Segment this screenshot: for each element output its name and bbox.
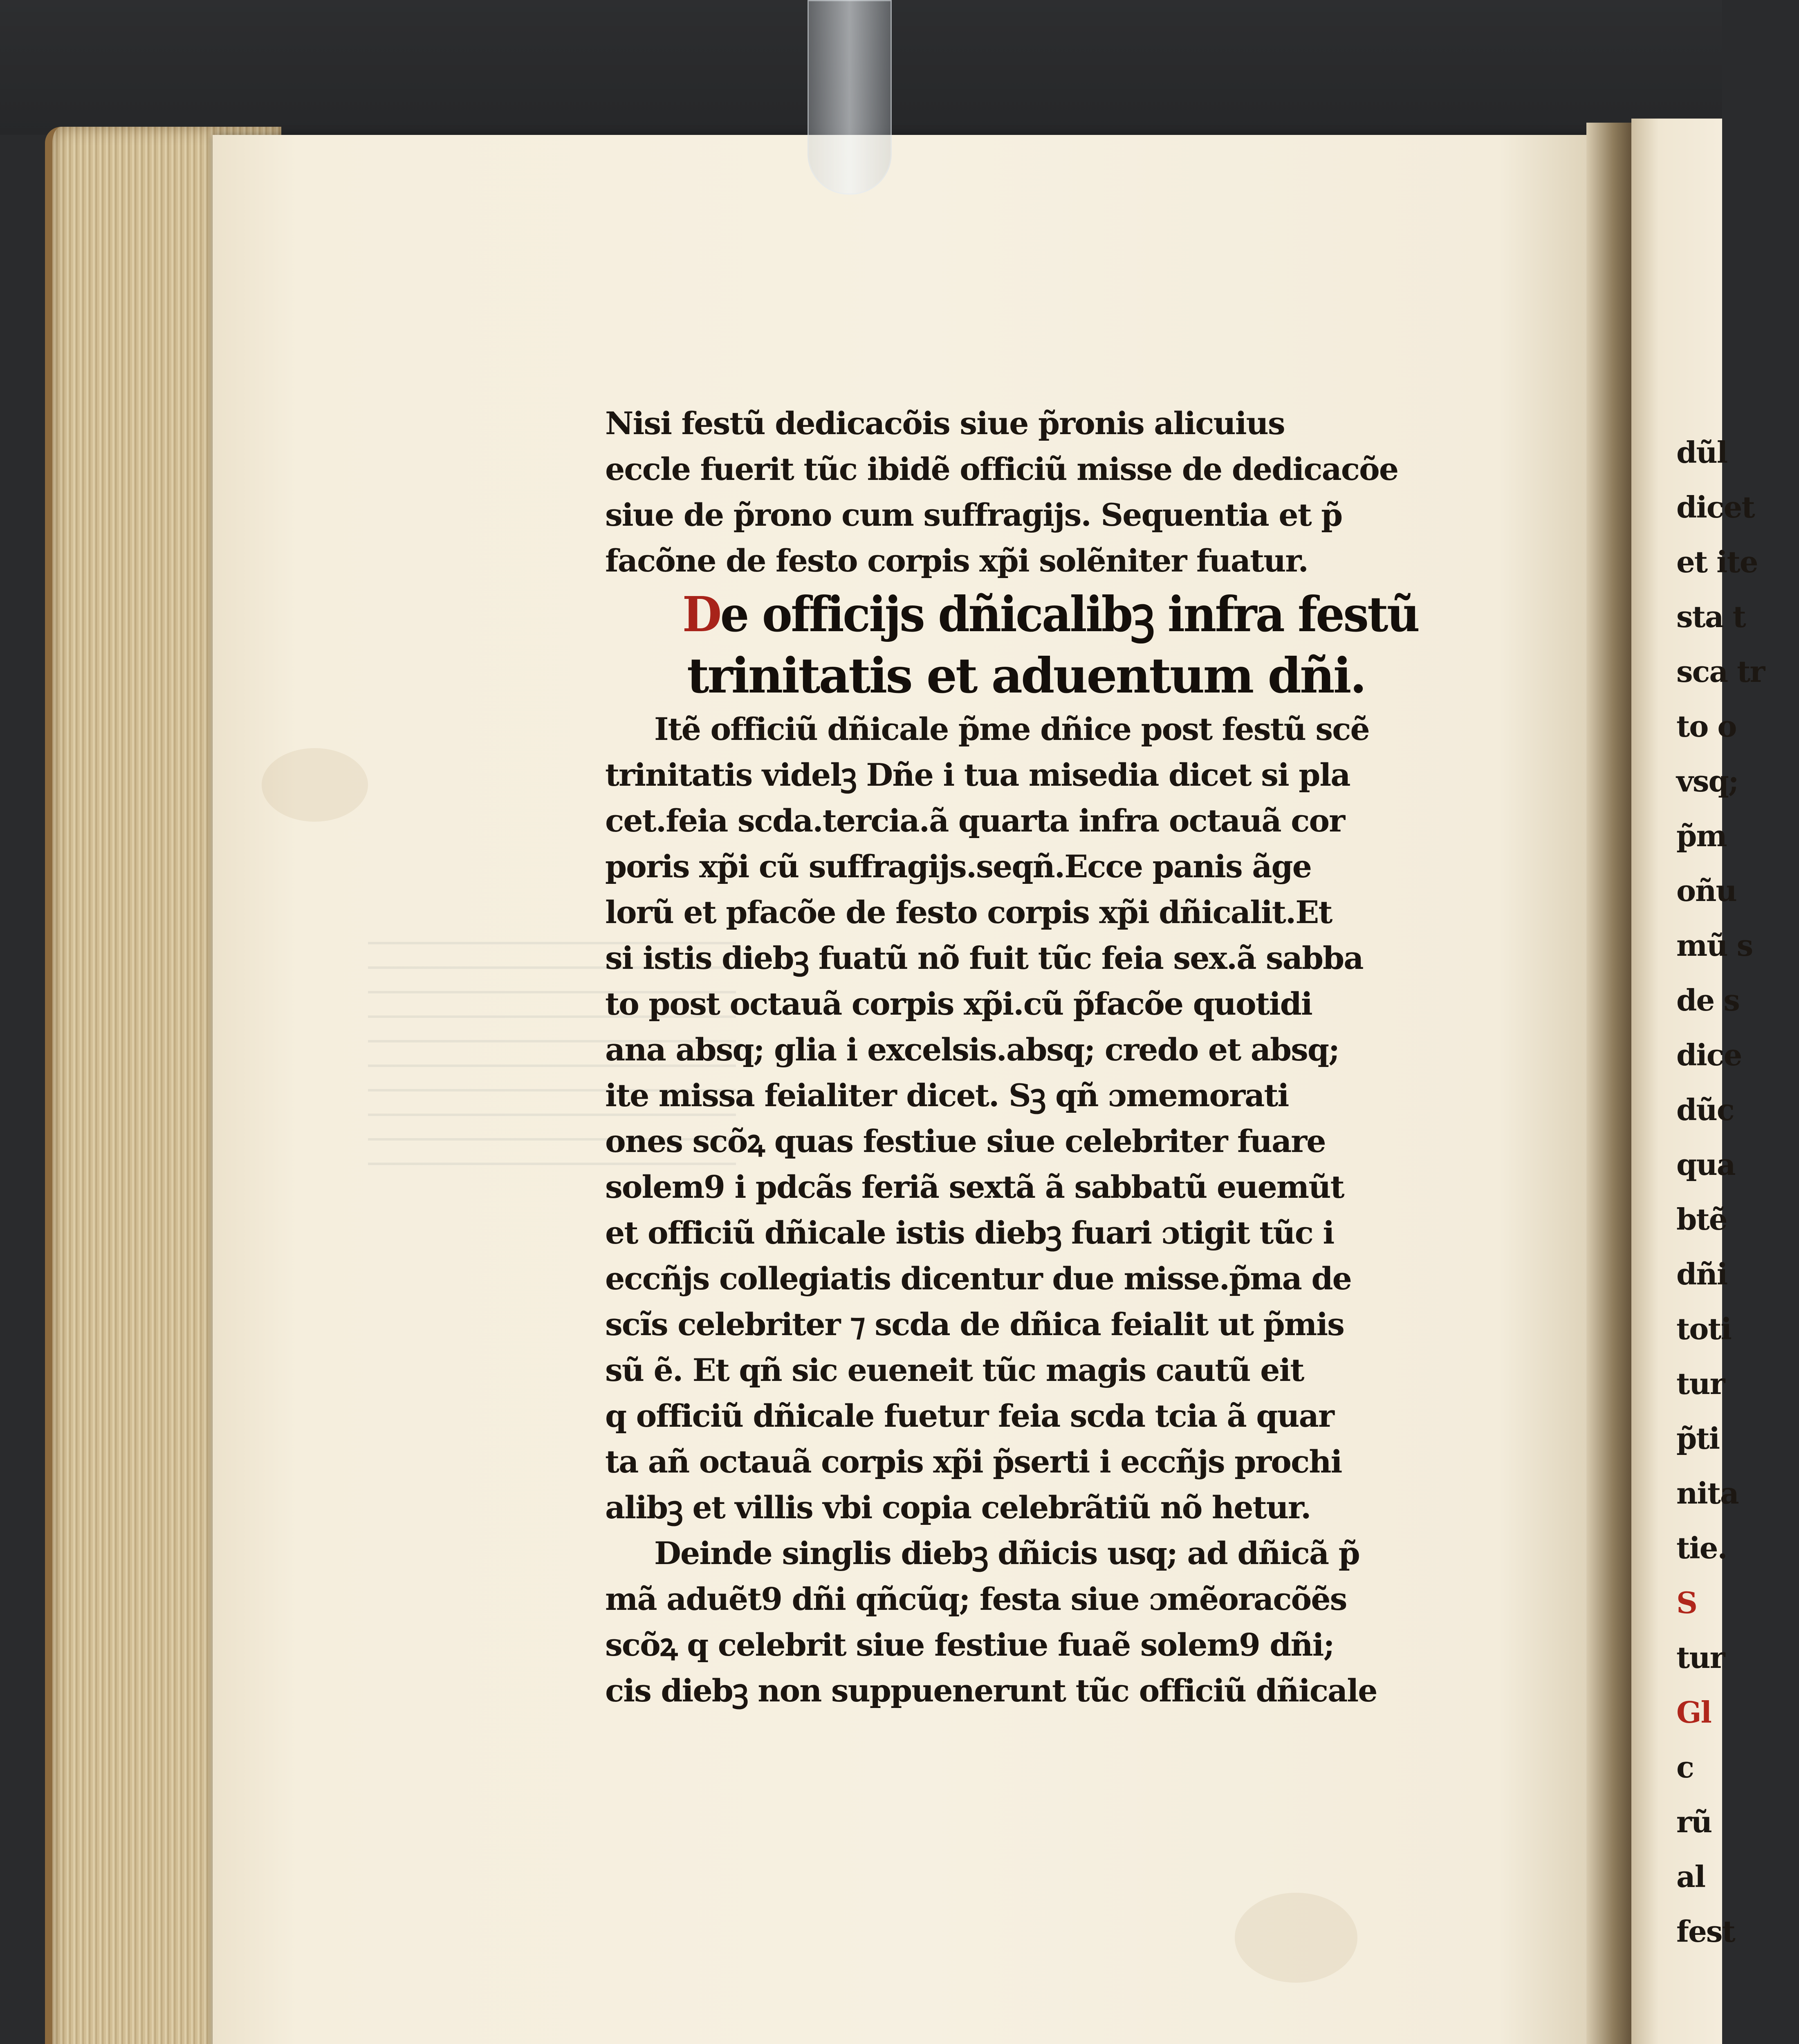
facing-page-line: dũl <box>1676 435 1727 470</box>
text-line: solem9 i pdcãs feriã sextã ã sabbatũ euemũt <box>605 1169 1344 1205</box>
facing-page-line: dicet <box>1676 490 1754 524</box>
facing-page-text <box>1676 425 1799 1959</box>
paper-stain <box>262 748 368 822</box>
page-clip-top <box>808 0 892 195</box>
text-line: et officiũ dñicale istis diebꝫ fuari ɔtigit tũc i <box>605 1215 1334 1251</box>
text-line: alibꝫ et villis vbi copia celebrãtiũ nõ hetur. <box>605 1489 1311 1526</box>
text-line: q officiũ dñicale fuetur feia scda tcia ã quar <box>605 1398 1334 1434</box>
facing-page-line: fest <box>1676 1914 1735 1949</box>
book-gutter <box>1586 123 1635 2044</box>
text-line: sũ ẽ. Et qñ sic eueneit tũc magis cautũ eit <box>605 1352 1304 1388</box>
text-line: trinitatis videlꝫ Dñe i tua misedia dicet si pla <box>605 757 1350 793</box>
text-line: ite missa feialiter dicet. Sꝫ qñ ɔmemorati <box>605 1077 1289 1114</box>
text-line: poris xp̃i cũ suffragijs.seqñ.Ecce panis ãge <box>605 848 1312 885</box>
facing-page-line: to o <box>1676 709 1736 744</box>
facing-page-line: oñu <box>1676 873 1736 908</box>
facing-page-line: qua <box>1676 1147 1735 1182</box>
facing-page-line: nita <box>1676 1476 1738 1511</box>
section-heading: trinitatis et aduentum dñi. <box>687 647 1365 704</box>
facing-page-line: dũc <box>1676 1092 1734 1127</box>
facing-page <box>1631 119 1765 2044</box>
facing-page-line: de s <box>1676 983 1739 1018</box>
section-heading: De officijs dñicalibꝫ infra festũ <box>682 586 1419 643</box>
facing-page-line: toti <box>1676 1311 1731 1346</box>
facing-page-line: Gl <box>1676 1695 1711 1730</box>
facing-page-line: rũ <box>1676 1804 1712 1839</box>
text-line: scõꝝ q celebrit siue festiue fuaẽ solem9 dñi; <box>605 1627 1334 1663</box>
facing-page-line: tur <box>1676 1366 1725 1401</box>
paper-stain <box>1235 1893 1357 1983</box>
facing-page-line: sca tr <box>1676 654 1765 689</box>
text-line: Nisi festũ dedicacõis siue p̃ronis alicuius <box>605 405 1285 442</box>
text-line: mã aduẽt9 dñi qñcũq; festa siue ɔmẽoracõẽs <box>605 1581 1347 1617</box>
facing-page-line: p̃ti <box>1676 1421 1719 1456</box>
text-line: eccñjs collegiatis dicentur due misse.p̃ma de <box>605 1260 1351 1297</box>
facing-page-line: tur <box>1676 1640 1725 1675</box>
text-line: ana absq; glia i excelsis.absq; credo et absq; <box>605 1031 1339 1068</box>
text-line: cet.feia scda.tercia.ã quarta infra octauã cor <box>605 802 1345 839</box>
text-line: ta añ octauã corpis xp̃i p̃serti i eccñjs prochi <box>605 1443 1342 1480</box>
text-line: Deinde singlis diebꝫ dñicis usq; ad dñicã p̃ <box>654 1535 1359 1571</box>
text-line: lorũ et pfacõe de festo corpis xp̃i dñicalit.Et <box>605 894 1332 930</box>
text-line: facõne de festo corpis xp̃i solẽniter fuatur. <box>605 542 1308 579</box>
facing-page-line: dñi <box>1676 1257 1727 1291</box>
facing-page-line: btẽ <box>1676 1202 1727 1237</box>
text-line: Itẽ officiũ dñicale p̃me dñice post festũ scẽ <box>654 711 1369 747</box>
text-line: siue de p̃rono cum suffragijs. Sequentia et p̃ <box>605 497 1342 533</box>
facing-page-line: dice <box>1676 1038 1742 1072</box>
facing-page-line: et ite <box>1676 545 1758 579</box>
facing-page-line: sta t <box>1676 599 1745 634</box>
text-line: to post octauã corpis xp̃i.cũ p̃facõe quotidi <box>605 986 1312 1022</box>
text-line: eccle fuerit tũc ibidẽ officiũ misse de dedicacõe <box>605 451 1398 487</box>
text-column <box>605 401 1423 1714</box>
facing-page-line: tie. <box>1676 1531 1727 1565</box>
facing-page-line: S <box>1676 1585 1697 1620</box>
facing-page-line: c <box>1676 1750 1694 1784</box>
text-line: cis diebꝫ non suppuenerunt tũc officiũ dñicale <box>605 1672 1377 1709</box>
facing-page-line: p̃m <box>1676 818 1727 853</box>
text-line: si istis diebꝫ fuatũ nõ fuit tũc feia sex.ã sabba <box>605 940 1363 976</box>
text-line: ones scõꝝ quas festiue siue celebriter fuare <box>605 1123 1326 1159</box>
facing-page-line: al <box>1676 1859 1705 1894</box>
facing-page-line: mũ s <box>1676 928 1753 963</box>
text-line: scĩs celebriter ⁊ scda de dñica feialit ut p̃mis <box>605 1306 1344 1342</box>
facing-page-line: vsq; <box>1676 764 1738 798</box>
